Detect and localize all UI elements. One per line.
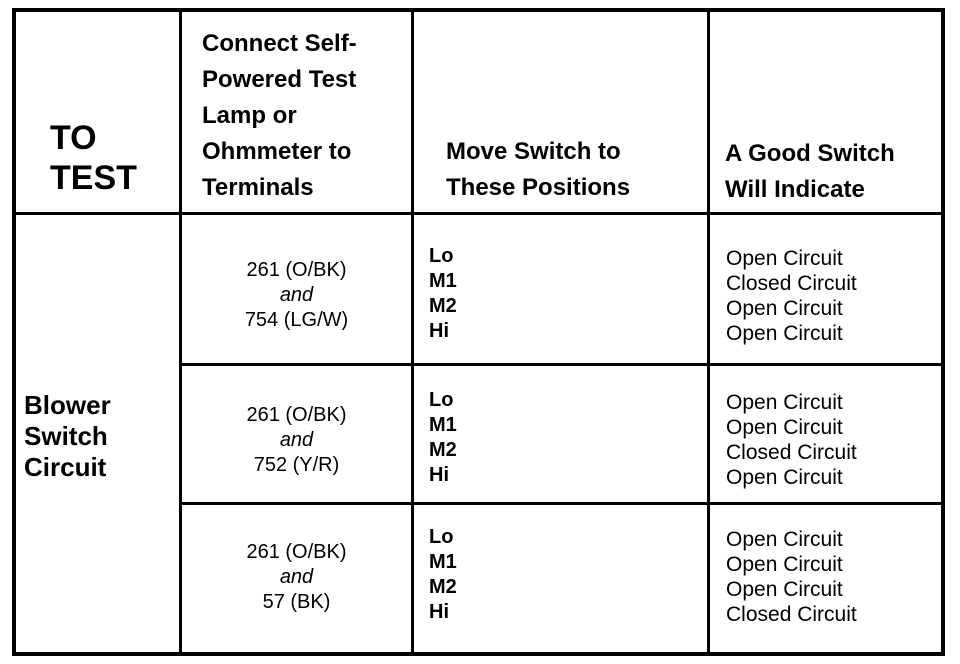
test-table bbox=[12, 8, 945, 656]
terminals-cell: 261 (O/BK) and 754 (LG/W) bbox=[244, 259, 349, 331]
positions-cell: Lo M1 M2 Hi bbox=[429, 245, 457, 342]
indicate-header: A Good Switch Will Indicate bbox=[725, 140, 895, 203]
positions-cell: Lo M1 M2 Hi bbox=[429, 526, 457, 623]
to-test-header: TO TEST bbox=[50, 119, 137, 197]
move-header: Move Switch to These Positions bbox=[446, 138, 631, 201]
row-divider bbox=[179, 363, 941, 366]
indications-cell: Open Circuit Open Circuit Closed Circuit Open Circuit bbox=[726, 391, 857, 489]
connect-header: Connect Self- Powered Test Lamp or Ohmmeter to Terminals bbox=[202, 30, 357, 201]
terminals-cell: 261 (O/BK) and 57 (BK) bbox=[246, 541, 347, 613]
indications-cell: Open Circuit Open Circuit Open Circuit Closed Circuit bbox=[726, 528, 857, 626]
indications-cell: Open Circuit Closed Circuit Open Circuit Open Circuit bbox=[726, 247, 857, 345]
terminals-cell: 261 (O/BK) and 752 (Y/R) bbox=[246, 404, 347, 476]
column-divider bbox=[707, 12, 710, 652]
header-divider bbox=[16, 212, 941, 215]
circuit-label: Blower Switch Circuit bbox=[24, 390, 111, 482]
positions-cell: Lo M1 M2 Hi bbox=[429, 389, 457, 486]
row-divider bbox=[179, 502, 941, 505]
column-divider bbox=[411, 12, 414, 652]
